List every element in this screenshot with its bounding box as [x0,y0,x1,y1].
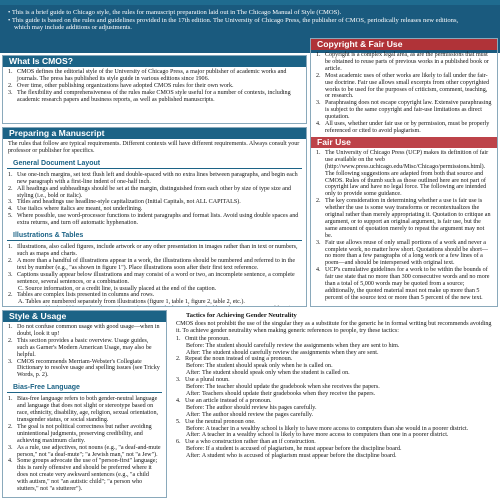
list-item: 3. CMOS recommends Merriam-Webster's Collegiate Dictionary to resolve usage and spelling issues (see Tricky Words, p. 2). [8,358,160,379]
tactic-item: 5. Use the neutral pronoun one. Before: A teacher in a wealthy school is likely to have more access to computers than she would in a poorer district. After: A teacher in a wealthy school is likely to have more access to computers than one in a poorer district. [176,418,469,439]
intro-line: which may include additions or adjustments. [14,24,132,32]
list-item: 2. The key consideration in determining whether a use is fair use is whether the use is some way transforms or recontextualizes the original rather than merely appropriating it. Quotation to critique an argument, or to support an original argument, is fair use, but the same amount of quotation merely to repeat the argument may not be. [316,198,491,239]
list-item: 3. Fair use allows reuse of only small portions of a work and never a complete work, no matter how short. Quotations should be short—no more than a few paragraphs of a long work or a few lines of a poem—and should be interspersed with original text. [316,239,488,267]
subsection-header: Bias-Free Language [7,383,162,393]
subsection-header [7,497,162,498]
section-body [171,311,497,462]
copyright-section [310,38,498,307]
section-header: Style & Usage [3,311,166,322]
list-item: 2. A more than a handful of illustrations appear in a work, the illustrations should be numbered and referred to in the text by number (e.g., "as shown in figure 1"). Place illustrations soon after their first text reference. [8,257,296,271]
section-body [3,67,306,106]
what-is-cmos-section [2,55,307,124]
list-item: 3. Captions usually appear below illustrations and may consist of a word or two, an incomplete sentence, a complete sentence, several sentences, or a combination. [8,271,295,285]
section-body [3,322,166,381]
list-item: 3. Paraphrasing does not escape copyright law. Extensive paraphrasing is subject to the same copyright and fair-use limitations as direct quotation. [316,100,492,121]
list-item: 1. Bias-free language refers to both gender-neutral language and language that does not slight or stereotype based on race, ethnicity, disability, age, religion, sexual orientation, transgender status, or social standing. [8,396,159,423]
list-item: 1. Illustrations, also called figures, include artwork or any other presentation in images rather than in text or numbers, such as maps and charts. [8,244,298,257]
section-body [311,148,497,304]
list-item: 2. Over time, other publishing organizations have adopted CMOS rules for their own work. [8,82,234,89]
tactic-item: 2. Repeat the noun instead of using a pronoun. Before: The student should speak only when he is called on. After: The student should speak only when the student is called on. [176,356,350,377]
list-item: 1. CMOS defines the editorial style of the University of Chicago Press, a major publisher of academic works and journals. The press has published its style guide in various editions since 1906. [8,69,287,82]
list-item: 4. All uses, whether under fair use or by permission, must be properly referenced or cited to avoid plagiarism. [316,121,490,134]
subsection-header: General Document Layout [7,159,302,169]
list-item: 3. The flexibility and comprehensiveness of the rules make CMOS style useful for a number of contexts, including academic research papers and business reports, as well as published manuscripts. [8,89,291,103]
tactic-item: 3. Use a plural noun. Before: The teacher should update the gradebook when she receives the papers. After: Teachers should update their gradebooks when they receive the papers. [176,377,380,397]
list-item: A. Tables are numbered separately from illustrations (figure 1, table 1, figure 2, table 2, etc.). [18,299,245,306]
tactic-item: 6. Use a who construction rather than an if construction. Before: If a student is accused of plagiarism, he must appear before the discipline board. After: A student who is accused of plagiarism must appear before the discipline board. [176,439,402,460]
intro-line: • This guide is based on the rules and guidelines provided in the 17th edition. The University of Chicago Press, the publisher of CMOS, periodically releases new editions, [8,16,459,24]
style-usage-section [2,310,167,498]
list-item: 1. Do not confuse common usage with good usage—when in doubt, look it up! [8,324,160,337]
list-item: 4. Use italics where italics are meant, not underlining. [8,206,143,213]
intro-line: • This is a brief guide to Chicago style, the rules for manuscript preparation laid out in The Chicago Manual of Style (CMOS). [8,9,342,16]
list-item: 2. This section provides a basic overview. Usage guides, such as Garner's Modern American Usage, may also be helpful. [8,337,152,358]
list-item: 4. Some groups advocate the use of "person-first" language; this is rarely offensive and should be preferred where it does not create very awkward sentences (e.g., "a child with autism," not "an autistic child"; "a person who stutters," not "a stutterer"). [8,458,158,493]
subsection-header: Illustrations & Tables [7,231,302,241]
section-body [311,50,497,137]
section-body [3,394,166,495]
section-body [3,170,306,229]
list-item: 2. Most academic uses of other works are likely to fall under the fair-use doctrine. Fair use allows small excerpts from other copyrighted works to be used for the purposes of criticism, comment, teaching, or research. [316,72,490,100]
preparing-manuscript-section [2,127,307,307]
list-item: 1. Use one-inch margins, set text flush left and double-spaced with no extra lines between paragraphs, and begin each new paragraph with a first-line indent of one-half inch. [8,171,298,185]
list-item [8,306,301,307]
section-title: Tactics for Achieving Gender Neutrality [186,312,297,319]
tactic-item: 4. Use an article instead of a pronoun. Before: The author should review his pages carefully. After: The author should review the pages carefully. [176,397,317,418]
section-body [3,242,306,307]
list-item: 4. UCP's cumulative guidelines for a work to be within the bounds of fair use state that no more than 300 consecutive words and no more than a total of 5,000 words may be quoted from a source; additionally, the quoted material must not make up more than 5 percent of the source text or more than 5 percent of the new text. [316,267,490,301]
subsection-header: Fair Use [311,137,497,148]
section-header: Copyright & Fair Use [311,39,497,50]
list-item: 2. The goal is not political correctness but rather avoiding unintentional judgments, preserving credibility, and achieving maximum clarity. [8,423,152,444]
list-item: 3. As a rule, use adjectives, not nouns (e.g., "a deaf-and-mute person," not "a deaf-mute"; "a Jewish man," not "a Jew"). [8,444,161,458]
list-item: 2. All headings and subheadings should be set at the margin, distinguished from each other by size of type size and styling (i.e., bold or italic). [8,185,292,199]
list-item: 1. The University of Chicago Press (UCP) makes its definition of fair use available on the web (http://www.press.uchicago.edu/Misc/Chicago/permissions.html). The following suggestions are adapted from both that source and CMOS. Rules of thumb such as those outlined here are not part of copyright law and have no legal force. The following are intended only to provide some guidance. [316,149,489,198]
section-header: Preparing a Manuscript [3,128,306,139]
list-item: C. Source information, or a credit line, is usually placed at the end of the caption. [18,285,217,292]
list-item: 3. Titles and headings use headline-style capitalization (Initial Capitals, not ALL CAPITALS). [8,199,241,206]
section-intro: CMOS does not prohibit the use of the singular they as a substitute for the generic he in formal writing but recommends avoiding it. To achieve gender neutrality when making generic references to people, try these tactics: [176,320,492,334]
tactic-item: 1. Omit the pronoun. Before: The student should carefully review the assignments when they are sent to him. After: The student should carefully review the assignments when they are sent. [176,335,400,356]
list-item: 5. Where possible, use word-processor functions to indent paragraphs and format lists. Avoid using double spaces and extra returns, and turn off automatic hyphenation. [8,213,299,227]
list-item: 1. Copyright is a complex legal area, as are the permissions that must be obtained to reuse parts of previous works in a published book or article. [316,52,489,72]
list-item: 2. Tables are complex lists presented in columns and rows. [8,292,155,299]
section-header: What Is CMOS? [3,56,306,67]
section-intro: The rules that follow are typical requirements. Different contexts will have different requirements. Always consult your professor or publisher for specifics. [8,141,300,154]
gender-neutrality-section [170,310,498,498]
